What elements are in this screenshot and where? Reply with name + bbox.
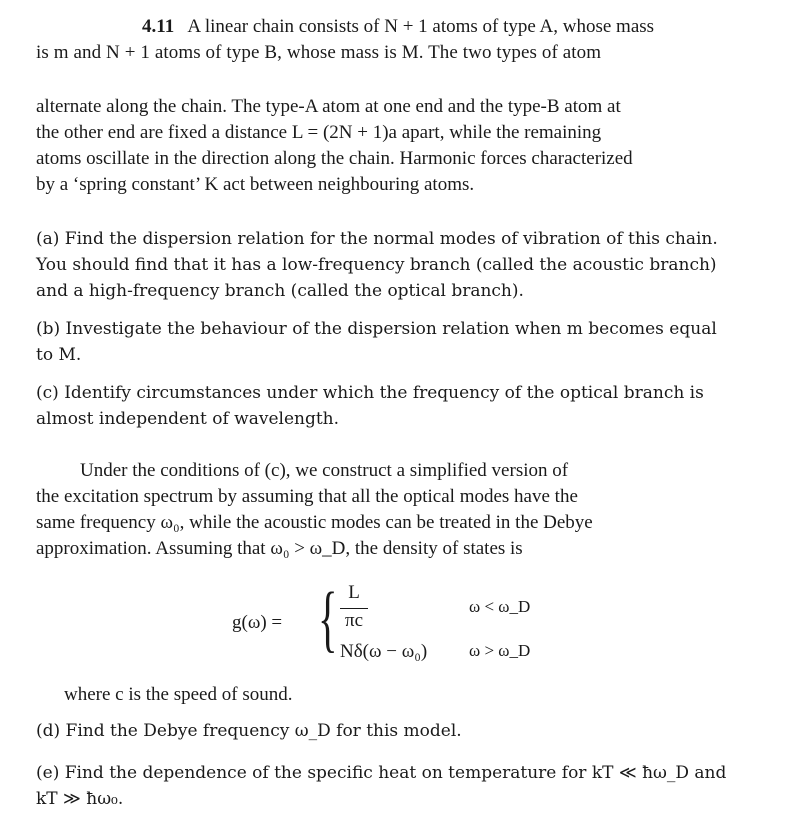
part-a-line-3: and a high-frequency branch (called the optical branch). xyxy=(36,281,524,301)
conditions-line-3: same frequency ω₀, while the acoustic modes can be treated in the Debye xyxy=(36,512,593,533)
case2-condition: ω > ω_D xyxy=(469,641,531,660)
part-e-line-1: (e) Find the dependence of the specific heat on temperature for kT ≪ ħω_D and xyxy=(36,763,727,783)
equation-numerator: L xyxy=(348,582,360,603)
intro-line-2: is m and N + 1 atoms of type B, whose mass is M. The two types of atom xyxy=(36,42,602,63)
part-e-line-2: kT ≫ ħω₀. xyxy=(36,789,124,809)
part-a-line-1: (a) Find the dispersion relation for the normal modes of vibration of this chain. xyxy=(36,229,718,249)
paragraph-line-3: atoms oscillate in the direction along the chain. Harmonic forces characterized xyxy=(36,148,633,169)
where-line xyxy=(64,682,756,708)
conditions-paragraph xyxy=(36,458,756,562)
problem-paragraph xyxy=(36,94,756,198)
paragraph-line-2: the other end are fixed a distance L = (2N + 1)a apart, while the remaining xyxy=(36,122,602,143)
part-c xyxy=(36,380,756,432)
equation-lhs: g(ω) = xyxy=(232,612,283,633)
part-c-line-2: almost independent of wavelength. xyxy=(36,409,340,429)
problem-number: 4.11 xyxy=(142,16,175,37)
part-c-line-1: (c) Identify circumstances under which the frequency of the optical branch is xyxy=(36,383,704,403)
part-d xyxy=(36,718,756,744)
case2-value: Nδ(ω − ω₀) xyxy=(340,641,428,662)
part-b xyxy=(36,316,756,368)
equation-denominator: πc xyxy=(344,610,364,631)
part-a-line-2: You should find that it has a low-frequency branch (called the acoustic branch) xyxy=(36,255,717,275)
part-b-line-2: to M. xyxy=(36,345,82,365)
part-d-line: (d) Find the Debye frequency ω_D for this model. xyxy=(36,721,462,741)
where-text: where c is the speed of sound. xyxy=(64,684,293,705)
part-e xyxy=(36,760,756,812)
conditions-line-2: the excitation spectrum by assuming that all the optical modes have the xyxy=(36,486,578,507)
intro-line-1: 4.11 A linear chain consists of N + 1 atoms of type A, whose mass xyxy=(142,16,655,37)
part-a xyxy=(36,226,756,304)
conditions-line-4: approximation. Assuming that ω₀ > ω_D, the density of states is xyxy=(36,538,523,559)
left-brace: { xyxy=(318,578,338,660)
fraction-bar xyxy=(340,608,368,609)
problem-intro xyxy=(36,14,756,66)
conditions-line-1: Under the conditions of (c), we construct a simplified version of xyxy=(80,460,569,481)
part-b-line-1: (b) Investigate the behaviour of the dispersion relation when m becomes equal xyxy=(36,319,717,339)
paragraph-line-1: alternate along the chain. The type-A atom at one end and the type-B atom at xyxy=(36,96,621,117)
case1-condition: ω < ω_D xyxy=(469,597,531,616)
paragraph-line-4: by a ‘spring constant’ K act between neighbouring atoms. xyxy=(36,174,475,195)
